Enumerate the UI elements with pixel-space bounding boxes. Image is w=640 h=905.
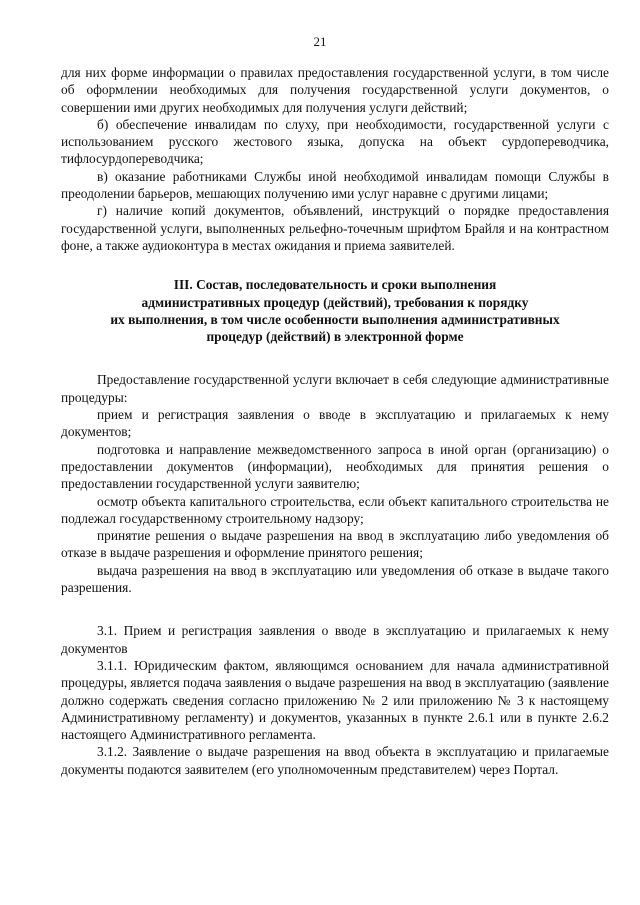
heading-line: их выполнения, в том числе особенности выполнения административных: [110, 311, 560, 327]
heading-line: III. Состав, последовательность и сроки выполнения: [173, 277, 497, 293]
paragraph: в) оказание работниками Службы иной необходимой инвалидам помощи Службы в преодолении барьеров, мешающих получению ими услуг наравне с другими лицами;: [61, 168, 609, 202]
paragraph: 3.1.2. Заявление о выдаче разрешения на ввод объекта в эксплуатацию и прилагаемые документы подаются заявителем (его уполномоченным представителем) через Портал.: [61, 744, 609, 777]
paragraph: принятие решения о выдаче разрешения на ввод в эксплуатацию либо уведомления об отказе в выдаче разрешения и оформление принятого решения;: [61, 528, 609, 561]
paragraph: прием и регистрация заявления о вводе в эксплуатацию и прилагаемых к нему документов;: [61, 407, 609, 440]
paragraph: осмотр объекта капитального строительства, если объект капитального строительства не подлежал государственному строительному надзору;: [61, 493, 609, 526]
paragraph: 3.1. Прием и регистрация заявления о вводе в эксплуатацию и прилагаемых к нему документов: [61, 623, 609, 656]
paragraph: б) обеспечение инвалидам по слуху, при необходимости, государственной услуги с использованием русского жестового языка, допуска на объект сурдопереводчика, тифлосурдопереводчика;: [61, 116, 609, 167]
heading-line: административных процедур (действий), требования к порядку: [141, 294, 529, 310]
document-body: [61, 64, 609, 778]
paragraph: для них форме информации о правилах предоставления государственной услуги, в том числе об оформлении необходимых для получения государственной услуги документов, о совершении ими других необходимых для получения услуги действий;: [61, 65, 609, 115]
spacer: [61, 254, 609, 276]
paragraph: подготовка и направление межведомственного запроса в иной орган (организацию) о предоставлении документов (информации), необходимых для принятия решения о предоставлении государственной услуги заявителю;: [61, 441, 609, 492]
paragraph: выдача разрешения на ввод в эксплуатацию или уведомления об отказе в выдаче такого разрешения.: [61, 562, 609, 596]
section-heading: [61, 276, 609, 345]
page-number: 21: [313, 34, 327, 49]
paragraph: 3.1.1. Юридическим фактом, являющимся основанием для начала административной процедуры, является подача заявления о выдаче разрешения на ввод в эксплуатацию (заявление должно содержать сведения согласно приложению № 2 или приложению № 3 к настоящему Административному регламенту) и документов, указанных в пункте 2.6.1 или в пункте 2.6.2 настоящего Административного регламента.: [61, 657, 609, 743]
heading-line: процедур (действий) в электронной форме: [206, 329, 464, 345]
paragraph: г) наличие копий документов, объявлений, инструкций о порядке предоставления государственной услуги, выполненных рельефно-точечным шрифтом Брайля и на контрастном фоне, а также аудиоконтура в местах ожидания и приема заявителей.: [61, 203, 609, 253]
paragraph: Предоставление государственной услуги включает в себя следующие административные процедуры:: [61, 372, 609, 405]
spacer: [61, 596, 609, 622]
spacer: [61, 345, 609, 371]
